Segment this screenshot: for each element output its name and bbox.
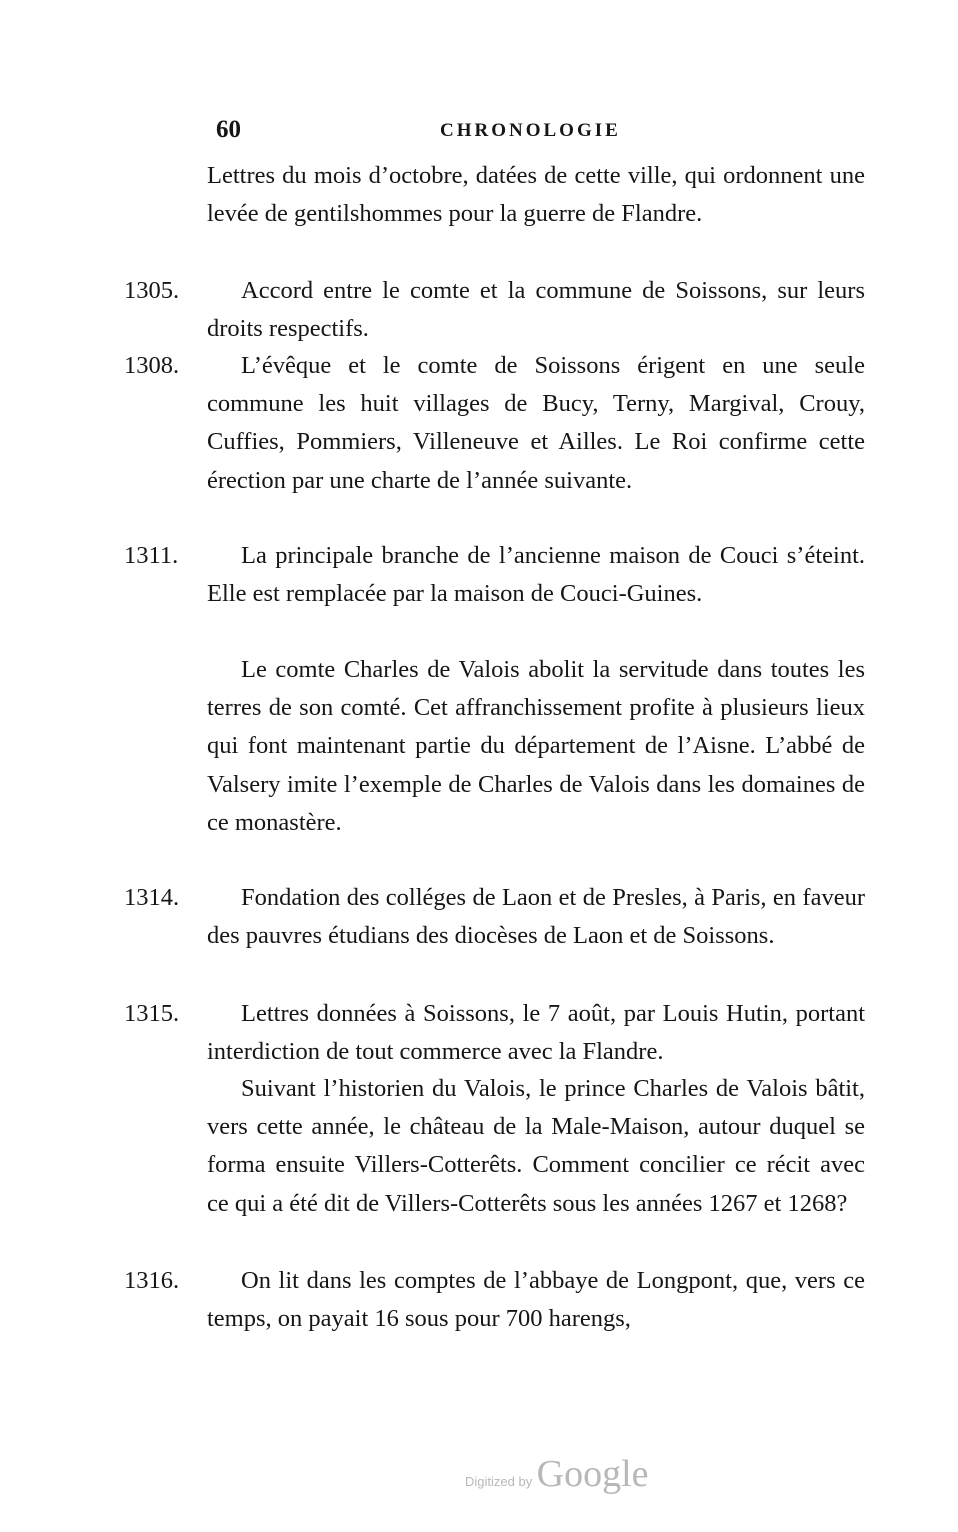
entry-paragraph: On lit dans les comptes de l’abbaye de Longpont, que, vers ce temps, on payait 16 sous pour 700 harengs, (207, 1267, 865, 1333)
entry-year: 1308. (124, 352, 180, 379)
watermark-brand: Google (536, 1453, 649, 1495)
entry-paragraph: Suivant l’historien du Valois, le prince Charles de Valois bâtit, vers cette année, le château de la Male-Maison, autour duquel se forma ensuite Villers-Cotterêts. Comment concilier ce récit avec ce qui a été dit de Villers-Cotterêts sous les années 1267 et 1268? (207, 1075, 865, 1217)
entry-paragraph: Le comte Charles de Valois abolit la servitude dans toutes les terres de son comté. Cet affranchissement profite à plusieurs lieux qui font maintenant partie du département de l’Aisne. L’abbé de Valsery imite l’exemple de Charles de Valois dans les domaines de ce monastère. (207, 656, 865, 836)
entry-paragraph: Lettres du mois d’octobre, datées de cette ville, qui ordonnent une levée de gentilshommes pour la guerre de Flandre. (207, 162, 865, 228)
entry-paragraph: Fondation des colléges de Laon et de Presles, à Paris, en faveur des pauvres étudians des diocèses de Laon et de Soissons. (207, 884, 865, 950)
entry-paragraph: L’évêque et le comte de Soissons érigent en une seule commune les huit villages de Bucy, Terny, Margival, Crouy, Cuffies, Pommiers, Villeneuve et Ailles. Le Roi confirme cette érection par une charte de l’année suivante. (207, 352, 865, 494)
entry-year: 1316. (124, 1267, 180, 1294)
page-number: 60 (216, 116, 241, 143)
entry-paragraph: Lettres données à Soissons, le 7 août, par Louis Hutin, portant interdiction de tout commerce avec la Flandre. (207, 1000, 865, 1066)
page-header (0, 112, 958, 152)
watermark-prefix: Digitized by (465, 1474, 533, 1489)
entry-year: 1315. (124, 1000, 180, 1027)
entry-paragraph: Accord entre le comte et la commune de Soissons, sur leurs droits respectifs. (207, 277, 865, 343)
digitized-watermark (465, 1452, 649, 1496)
entry-paragraph: La principale branche de l’ancienne maison de Couci s’éteint. Elle est remplacée par la maison de Couci-Guines. (207, 542, 865, 608)
entry-year: 1311. (124, 542, 179, 569)
entry-year: 1305. (124, 277, 180, 304)
entry-year: 1314. (124, 884, 180, 911)
running-title: CHRONOLOGIE (440, 120, 621, 141)
